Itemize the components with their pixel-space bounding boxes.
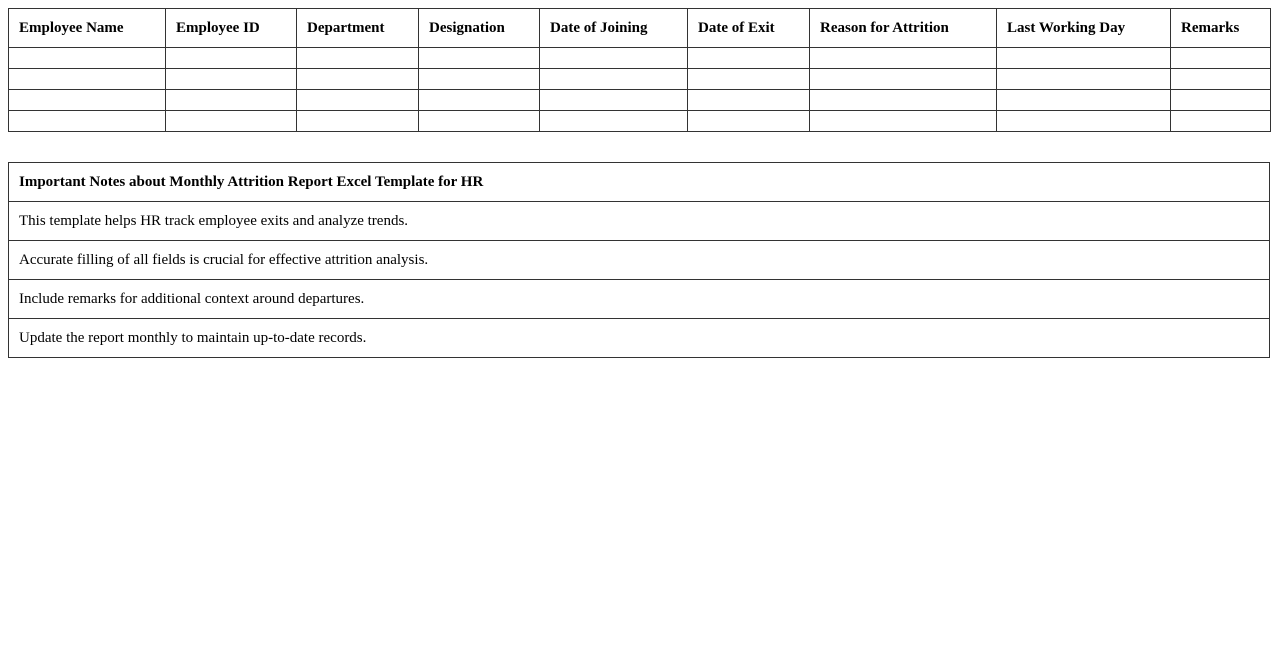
table-cell[interactable] (9, 111, 166, 132)
table-cell[interactable] (810, 69, 997, 90)
table-cell[interactable] (1171, 111, 1271, 132)
attrition-report-table (8, 8, 1271, 132)
table-cell[interactable] (688, 111, 810, 132)
table-cell[interactable] (1171, 90, 1271, 111)
table-cell[interactable] (997, 111, 1171, 132)
column-header-employee-name: Employee Name (9, 9, 166, 48)
column-header-remarks: Remarks (1171, 9, 1271, 48)
table-cell[interactable] (540, 111, 688, 132)
table-cell[interactable] (540, 48, 688, 69)
table-cell[interactable] (9, 69, 166, 90)
column-header-date-of-joining: Date of Joining (540, 9, 688, 48)
table-cell[interactable] (297, 69, 419, 90)
table-cell[interactable] (419, 48, 540, 69)
note-item: This template helps HR track employee exits and analyze trends. (9, 202, 1270, 241)
table-cell[interactable] (688, 90, 810, 111)
table-cell[interactable] (997, 69, 1171, 90)
table-cell[interactable] (166, 48, 297, 69)
table-cell[interactable] (810, 90, 997, 111)
table-cell[interactable] (166, 69, 297, 90)
notes-title-row (9, 163, 1270, 202)
table-cell[interactable] (1171, 48, 1271, 69)
notes-title: Important Notes about Monthly Attrition Report Excel Template for HR (9, 163, 1270, 202)
table-row (9, 111, 1271, 132)
notes-row (9, 202, 1270, 241)
page-content (8, 8, 1270, 358)
table-cell[interactable] (297, 111, 419, 132)
notes-row (9, 280, 1270, 319)
table-cell[interactable] (9, 90, 166, 111)
column-header-department: Department (297, 9, 419, 48)
table-row (9, 69, 1271, 90)
table-row (9, 48, 1271, 69)
table-cell[interactable] (166, 90, 297, 111)
note-item: Include remarks for additional context around departures. (9, 280, 1270, 319)
table-cell[interactable] (419, 111, 540, 132)
column-header-date-of-exit: Date of Exit (688, 9, 810, 48)
table-cell[interactable] (1171, 69, 1271, 90)
notes-row (9, 241, 1270, 280)
table-cell[interactable] (997, 48, 1171, 69)
table-row (9, 90, 1271, 111)
important-notes-table (8, 162, 1270, 358)
table-cell[interactable] (297, 48, 419, 69)
table-cell[interactable] (166, 111, 297, 132)
table-cell[interactable] (810, 111, 997, 132)
table-cell[interactable] (9, 48, 166, 69)
table-cell[interactable] (297, 90, 419, 111)
column-header-last-working-day: Last Working Day (997, 9, 1171, 48)
table-header-row (9, 9, 1271, 48)
column-header-reason-for-attrition: Reason for Attrition (810, 9, 997, 48)
table-cell[interactable] (997, 90, 1171, 111)
column-header-designation: Designation (419, 9, 540, 48)
table-cell[interactable] (540, 90, 688, 111)
table-cell[interactable] (419, 90, 540, 111)
note-item: Update the report monthly to maintain up-to-date records. (9, 319, 1270, 358)
table-cell[interactable] (688, 48, 810, 69)
table-cell[interactable] (688, 69, 810, 90)
note-item: Accurate filling of all fields is crucial for effective attrition analysis. (9, 241, 1270, 280)
column-header-employee-id: Employee ID (166, 9, 297, 48)
table-cell[interactable] (810, 48, 997, 69)
notes-row (9, 319, 1270, 358)
table-cell[interactable] (540, 69, 688, 90)
table-cell[interactable] (419, 69, 540, 90)
